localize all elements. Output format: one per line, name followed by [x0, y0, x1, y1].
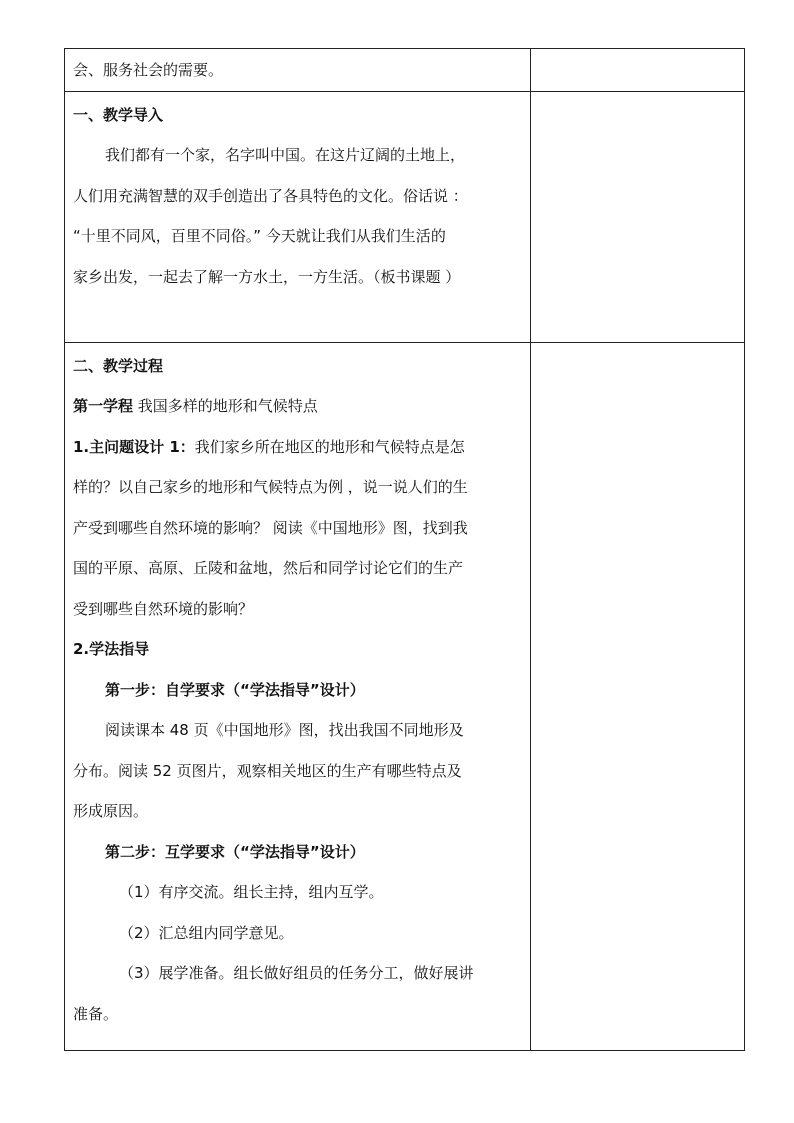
continued-text: 会、服务社会的需要。 [73, 61, 224, 79]
intro-line: “十里不同风，百里不同俗。” 今天就让我们从我们生活的 [73, 227, 446, 245]
table-row [65, 91, 745, 342]
stage-line [73, 386, 522, 427]
step2-item: （2）汇总组内同学意见。 [119, 923, 294, 942]
notes-cell [531, 49, 745, 92]
lesson-plan-table [64, 48, 745, 1051]
step1-heading: 第一步：自学要求（“学法指导”设计） [105, 680, 365, 699]
question-line: 受到哪些自然环境的影响？ [73, 599, 254, 618]
guide-heading: 2.学法指导 [73, 640, 150, 658]
step1-line: 阅读课本 48 页《中国地形》图，找出我国不同地形及 [105, 721, 464, 739]
main-cell [65, 342, 531, 1050]
notes-cell [531, 342, 745, 1050]
question-text: 我们家乡所在地区的地形和气候特点是怎 [194, 437, 465, 456]
step1-line: 形成原因。 [73, 802, 149, 820]
intro-line: 人们用充满智慧的双手创造出了各具特色的文化。俗话说 ： [73, 186, 468, 205]
section-heading-intro: 一、教学导入 [73, 105, 164, 124]
stage-label: 第一学程 [73, 397, 134, 415]
step2-item: （3）展学准备。组长做好组员的任务分工，做好展讲 [119, 964, 474, 982]
step2-heading: 第二步：互学要求（“学法指导”设计） [105, 842, 365, 861]
step2-item: （1）有序交流。组长主持，组内互学。 [119, 883, 384, 901]
table-row [65, 342, 745, 1050]
table-row [65, 49, 745, 92]
main-cell [65, 49, 531, 92]
main-cell [65, 91, 531, 342]
question-label: 1.主问题设计 1： [73, 437, 195, 456]
question-line: 产受到哪些自然环境的影响？ 阅读《中国地形》图，找到我 [73, 518, 468, 537]
stage-title: 我国多样的地形和气候特点 [137, 397, 318, 415]
question-line: 国的平原、高原、丘陵和盆地，然后和同学讨论它们的生产 [73, 559, 464, 577]
question-line [73, 427, 522, 468]
section-heading-process: 二、教学过程 [73, 356, 164, 375]
notes-cell [531, 91, 745, 342]
step2-tail: 准备。 [73, 1004, 119, 1023]
intro-line: 我们都有一个家，名字叫中国。在这片辽阔的土地上， [105, 146, 466, 164]
step1-line: 分布。阅读 52 页图片，观察相关地区的生产有哪些特点及 [73, 761, 462, 780]
intro-line: 家乡出发，一起去了解一方水土，一方生活。（板书课题 ） [73, 267, 461, 286]
question-line: 样的？以自己家乡的地形和气候特点为例 ，说一说人们的生 [73, 478, 468, 496]
